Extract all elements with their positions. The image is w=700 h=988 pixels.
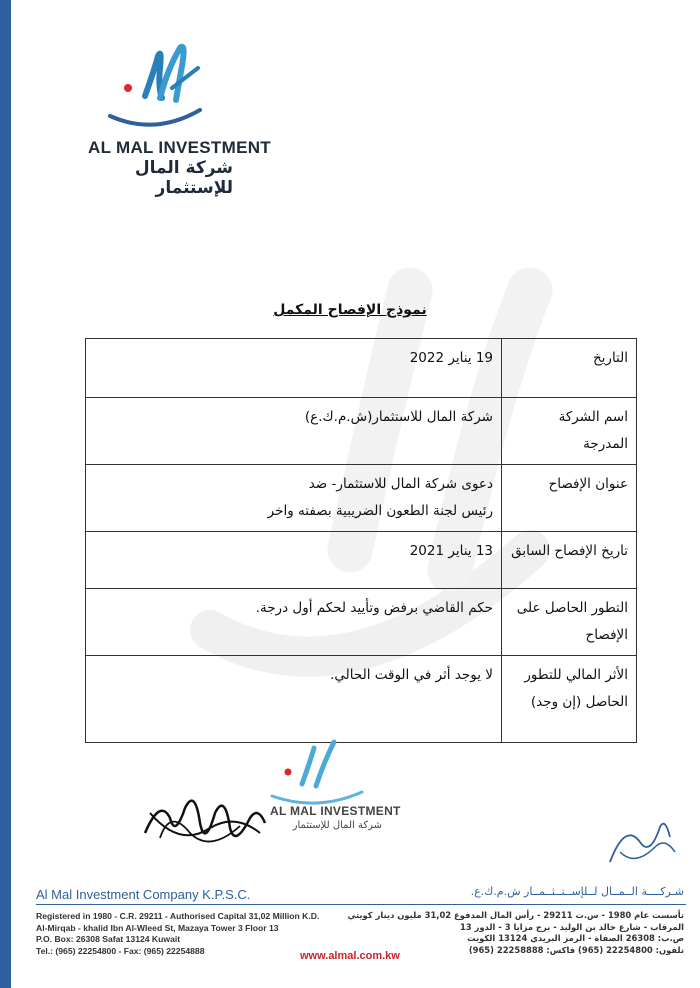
table-row [86,656,637,743]
row-label: عنوان الإفصاح [502,465,637,532]
row-value-line: دعوى شركة المال للاستثمار- ضد [308,476,493,492]
table-row [86,465,637,532]
table-row [86,398,637,465]
disclosure-table [85,338,637,743]
footer-line-ar: المرقاب - شارع خالد بن الوليد - برج مزايا 3 - الدور 13 [459,921,684,932]
row-value-line: 19 يناير 2022 [409,350,493,366]
footer-line-ar: ص.ب: 26308 الصفاة - الرمز البريدي 13124 الكويت [467,933,684,943]
row-value [86,589,502,656]
footer-line-en: Tel.: (965) 22254800 - Fax: (965) 22254888 [36,945,205,956]
stamp-name-english: AL MAL INVESTMENT [270,804,401,818]
footer-line-en: P.O. Box: 26308 Safat 13124 Kuwait [36,934,181,944]
footer-details-arabic [347,910,684,956]
footer-divider [36,904,686,905]
row-value-line: 13 يناير 2021 [409,543,493,559]
row-label: التاريخ [502,339,637,398]
row-value [86,339,502,398]
logo-figure-icon [100,38,210,138]
row-value-line: رئيس لجنة الطعون الضريبية بصفته واخر [267,503,493,519]
left-border-stripe [0,0,11,988]
company-logo [70,38,271,198]
logo-name-english: AL MAL INVESTMENT [88,138,271,157]
table-row [86,589,637,656]
table-row [86,339,637,398]
form-title: نموذج الإفصاح المكمل [273,302,427,318]
logo-name-arabic: شركة المال للإستثمار [134,158,233,198]
footer-details-english [36,911,319,957]
footer-line-en: Registered in 1980 - C.R. 29211 - Authorised Capital 31,02 Million K.D. [36,911,320,921]
row-value-line: لا يوجد أثر في الوقت الحالي. [330,667,493,683]
footer-line-ar: تلفون: 22254800 (965) فاكس: 22258888 (965) [468,944,684,955]
row-value-line: شركة المال للاستثمار(ش.م.ك.ع) [304,409,493,425]
row-label: تاريخ الإفصاح السابق [502,532,637,589]
footer-company-english: Al Mal Investment Company K.P.S.C. [36,887,251,902]
row-label: الأثر المالي للتطور الحاصل (إن وجد) [502,656,637,743]
row-label: التطور الحاصل على الإفصاح [502,589,637,656]
row-value [86,398,502,465]
row-value [86,532,502,589]
company-stamp [262,734,402,854]
signature-right-image [600,812,680,872]
stamp-figure-icon [262,734,382,809]
footer-company-arabic: شـركــــة الــمــال لــلإســتــثــمــار ش.م.ك.ع. [470,885,684,898]
row-value [86,465,502,532]
row-label: اسم الشركة المدرجة [502,398,637,465]
footer-line-en: Al-Mirqab - khalid Ibn Al-Wleed St, Mazaya Tower 3 Floor 13 [36,922,279,933]
table-row [86,532,637,589]
stamp-name-arabic: شركة المال للإستثمار [292,820,382,831]
row-value-line: حكم القاضي برفض وتأييد لحكم أول درجة. [255,600,493,616]
signature-image [140,778,270,858]
website-link[interactable]: www.almal.com.kw [300,950,400,962]
footer-line-ar: تأسست عام 1980 - س.ت 29211 - رأس المال المدفوع 31,02 مليون دينار كويتي [347,910,684,920]
row-value [86,656,502,743]
